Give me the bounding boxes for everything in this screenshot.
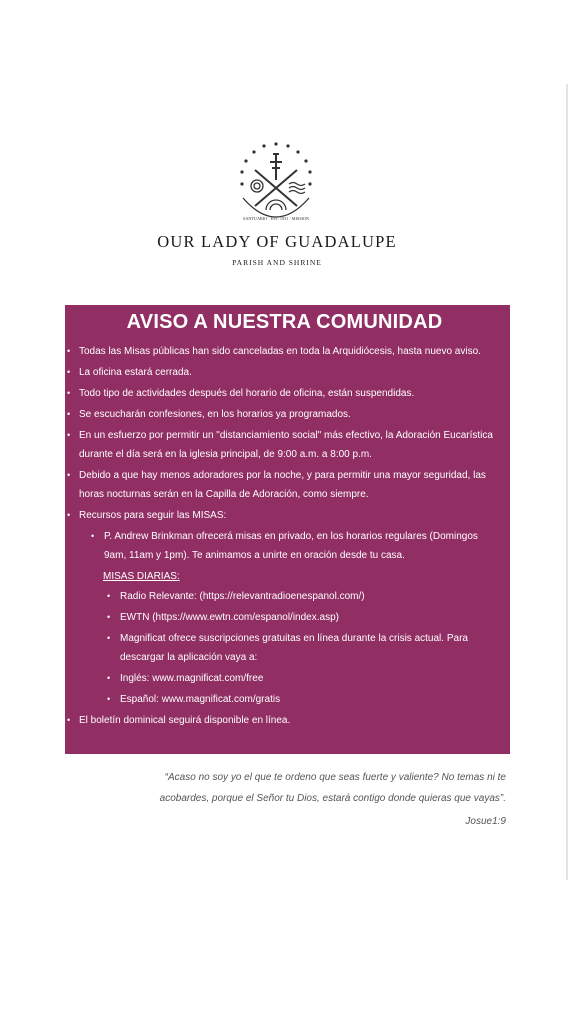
notice-list [67,342,502,730]
daily-masses-heading: MISAS DIARIAS: [103,571,180,582]
parish-subtitle: PARISH AND SHRINE [232,258,322,267]
list-item: • En un esfuerzo por permitir un "distanciamiento social" más efectivo, la Adoración Eucarística durante el día será en la iglesia principal, de 9:00 a.m. a 8:00 p.m. [67,426,502,464]
quote-reference: Josue1:9 [465,816,506,827]
list-item: • Recursos para seguir las MISAS: [67,506,502,525]
page-edge-line [566,84,568,880]
list-item: • La oficina estará cerrada. [67,363,502,382]
quote-text: “Acaso no soy yo el que te ordeno que seas fuerte y valiente? No temas ni te acobardes, porque el Señor tu Dios, estará contigo donde quieras que vayas”. [159,772,506,804]
private-mass-item: • P. Andrew Brinkman ofrecerá misas en privado, en los horarios regulares (Domingos 9am, 11am y 1pm). Te animamos a unirte en oración desde tu casa. [67,527,502,565]
daily-resource-item: • EWTN (https://www.ewtn.com/espanol/index.asp) [67,608,502,627]
logo-ring-text: SANTUARIO · EST. 1931 · MISSION [243,216,309,221]
parish-logo-icon [233,140,319,226]
list-item: • El boletín dominical seguirá disponible en línea. [67,711,502,730]
daily-resource-item: • Radio Relevante: (https://relevantradioenespanol.com/) [67,587,502,606]
scripture-quote [130,767,506,832]
parish-name: OUR LADY OF GUADALUPE [157,232,397,251]
notice-title: AVISO A NUESTRA COMUNIDAD [126,311,443,333]
list-item: • Se escucharán confesiones, en los horarios ya programados. [67,405,502,424]
list-item: • Todo tipo de actividades después del horario de oficina, están suspendidas. [67,384,502,403]
notice-box [65,305,510,754]
daily-resource-item: • Español: www.magnificat.com/gratis [67,690,502,709]
list-item: • Debido a que hay menos adoradores por la noche, y para permitir una mayor seguridad, las horas nocturnas serán en la Capilla de Adoración, como siempre. [67,466,502,504]
daily-resource-item: • Magnificat ofrece suscripciones gratuitas en línea durante la crisis actual. Para descargar la aplicación vaya a: [67,629,502,667]
list-item: • Todas las Misas públicas han sido canceladas en toda la Arquidiócesis, hasta nuevo aviso. [67,342,502,361]
daily-resource-item: • Inglés: www.magnificat.com/free [67,669,502,688]
